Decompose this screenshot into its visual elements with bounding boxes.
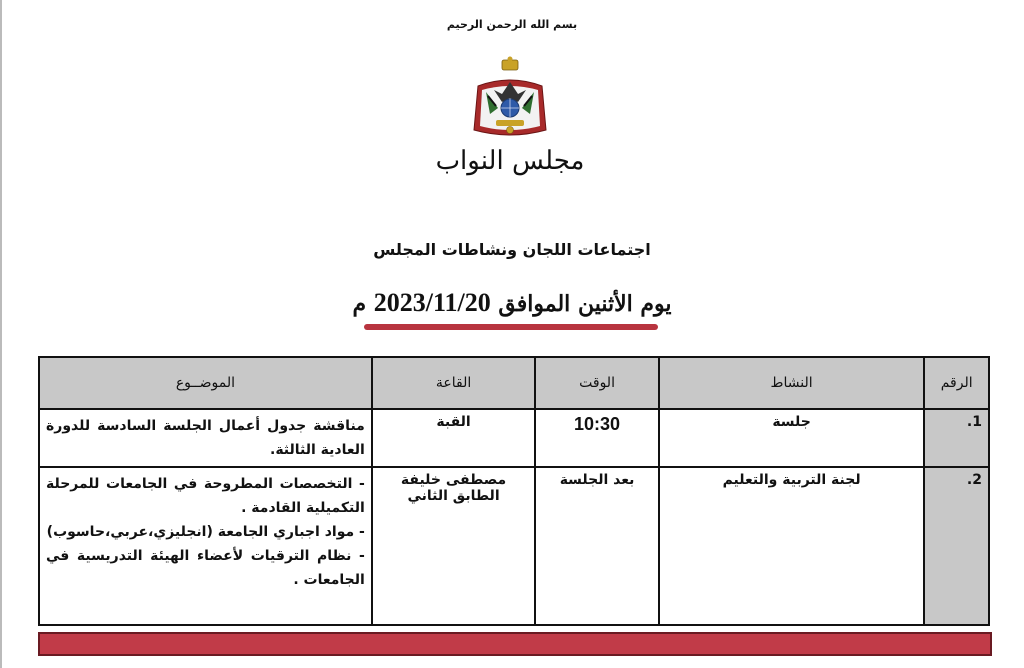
footer-bar: [38, 632, 992, 656]
era-text: م: [352, 291, 367, 317]
row-number: 2.: [924, 467, 989, 625]
schedule-table: [38, 356, 990, 626]
header-time: الوقت: [535, 357, 659, 409]
title-underline: [364, 324, 658, 330]
topic-item: - التخصصات المطروحة في الجامعات للمرحلة التكميلية القادمة .: [46, 476, 365, 516]
hall-floor: الطابق الثاني: [407, 488, 500, 504]
basmala-text: بسم الله الرحمن الرحيم: [446, 18, 578, 31]
table-header-row: [39, 357, 989, 409]
row-hall: [372, 467, 535, 625]
row-hall: القبة: [372, 409, 535, 467]
topic-item: - نظام الترقيات لأعضاء الهيئة التدريسية في الجامعات .: [46, 548, 365, 588]
row-activity: جلسة: [659, 409, 925, 467]
header-topic: الموضــوع: [39, 357, 372, 409]
row-time: 10:30: [535, 409, 659, 467]
page-subtitle: اجتماعات اللجان ونشاطات المجلس: [373, 240, 651, 259]
date-value: 2023/11/20: [373, 288, 491, 317]
header-number: الرقم: [924, 357, 989, 409]
table-row: [39, 467, 989, 625]
jordan-coat-of-arms-icon: [468, 56, 552, 140]
date-heading: [0, 288, 1024, 318]
row-number: 1.: [924, 409, 989, 467]
topic-item: - مواد اجباري الجامعة (انجليزي،عربي،حاسوب): [46, 524, 365, 540]
row-topic: مناقشة جدول أعمال الجلسة السادسة للدورة العادية الثالثة.: [39, 409, 372, 467]
row-topic: [39, 467, 372, 625]
council-name: مجلس النواب: [435, 146, 585, 176]
header-activity: النشاط: [659, 357, 925, 409]
row-activity: لجنة التربية والتعليم: [659, 467, 925, 625]
hall-name: مصطفى خليفة: [400, 472, 507, 488]
header-hall: القاعة: [372, 357, 535, 409]
day-text: يوم الأثنين الموافق: [498, 291, 672, 317]
page-edge: [0, 0, 2, 668]
table-row: [39, 409, 989, 467]
row-time: بعد الجلسة: [535, 467, 659, 625]
